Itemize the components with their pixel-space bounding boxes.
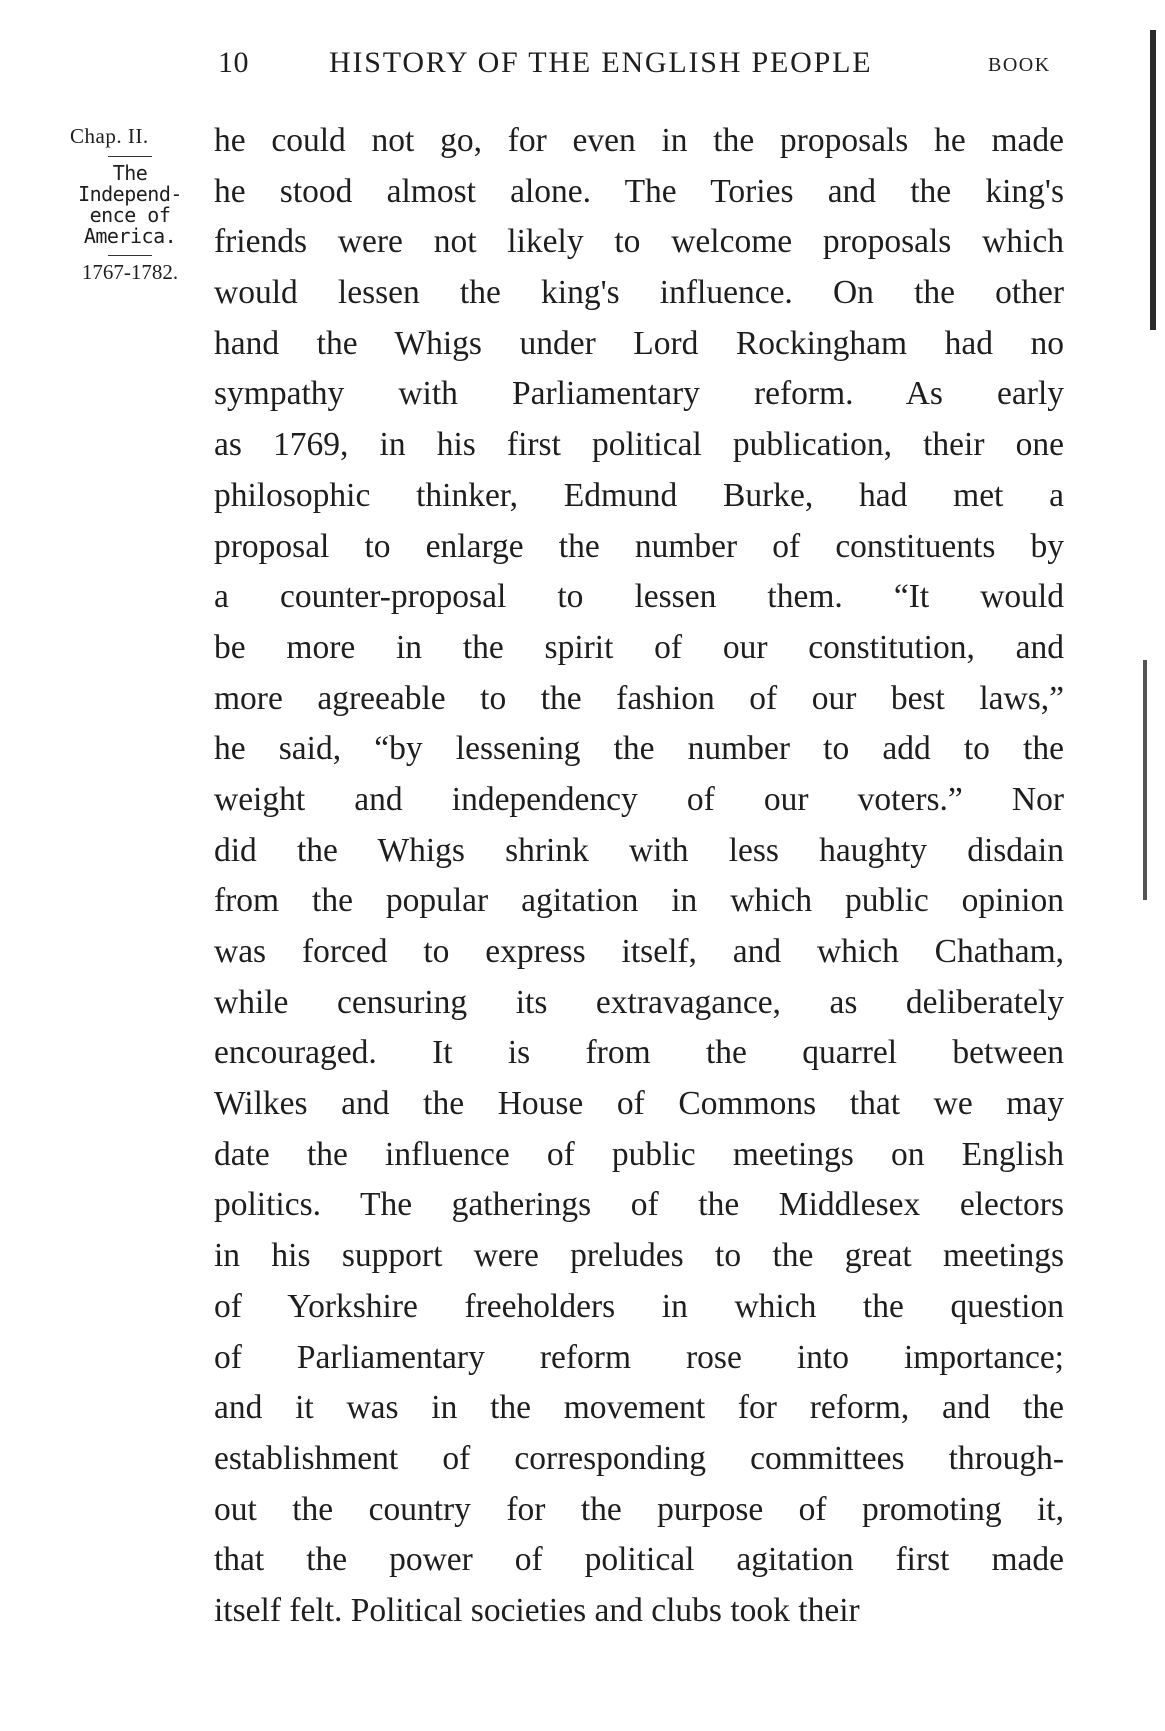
page-number: 10 xyxy=(218,46,249,79)
text-line: politics. The gatherings of the Middlesex electors xyxy=(214,1186,1064,1224)
text-line: was forced to express itself, and which Chatham, xyxy=(214,933,1064,970)
scan-edge-mark xyxy=(1150,30,1156,330)
text-line: he could not go, for even in the proposals he made xyxy=(214,122,1064,159)
text-line: did the Whigs shrink with less haughty disdain xyxy=(214,831,1064,869)
text-line: weight and independency of our voters.” Nor xyxy=(214,780,1064,818)
text-line: he said, “by lessening the number to add to the xyxy=(214,730,1064,768)
text-line: from the popular agitation in which public opinion xyxy=(214,882,1064,920)
text-line: sympathy with Parliamentary reform. As early xyxy=(214,375,1064,413)
book-label: BOOK xyxy=(988,54,1051,76)
text-line: while censuring its extravagance, as deliberately xyxy=(214,983,1064,1021)
margin-chapter: Chap. II. xyxy=(70,124,149,148)
text-line: that the power of political agitation first made xyxy=(214,1541,1064,1579)
text-line: proposal to enlarge the number of constituents by xyxy=(214,527,1064,565)
text-line: friends were not likely to welcome proposals which xyxy=(214,223,1064,261)
margin-notes xyxy=(60,126,200,282)
text-line: date the influence of public meetings on English xyxy=(214,1135,1064,1173)
scan-edge-mark xyxy=(1143,660,1147,900)
text-line: a counter-proposal to lessen them. “It would xyxy=(214,578,1064,616)
text-line: encouraged. It is from the quarrel between xyxy=(214,1034,1064,1072)
text-line: be more in the spirit of our constitution, and xyxy=(214,628,1064,666)
text-line: more agreeable to the fashion of our best laws,” xyxy=(214,679,1064,717)
running-header xyxy=(0,40,1165,90)
margin-divider xyxy=(108,156,152,157)
text-line: of Yorkshire freeholders in which the question xyxy=(214,1287,1064,1325)
text-line: he stood almost alone. The Tories and the king's xyxy=(214,172,1064,210)
text-line: of Parliamentary reform rose into importance; xyxy=(214,1338,1064,1376)
margin-dates: 1767-1782. xyxy=(81,260,179,284)
text-line: itself felt. Political societies and clubs took their xyxy=(214,1591,860,1629)
text-line: out the country for the purpose of promoting it, xyxy=(214,1490,1064,1528)
running-title: HISTORY OF THE ENGLISH PEOPLE xyxy=(329,46,873,79)
text-line: hand the Whigs under Lord Rockingham had no xyxy=(214,324,1064,362)
margin-divider xyxy=(108,255,152,256)
text-line: in his support were preludes to the great meetings xyxy=(214,1237,1064,1275)
text-line: and it was in the movement for reform, and the xyxy=(214,1389,1064,1427)
text-line: philosophic thinker, Edmund Burke, had met a xyxy=(214,476,1064,514)
margin-topic: The Independ- ence of America. xyxy=(78,161,182,248)
body-text xyxy=(214,116,1064,1637)
text-line: establishment of corresponding committees through- xyxy=(214,1439,1064,1477)
text-line: Wilkes and the House of Commons that we may xyxy=(214,1085,1064,1123)
text-line: as 1769, in his first political publication, their one xyxy=(214,426,1064,464)
text-line: would lessen the king's influence. On the other xyxy=(214,274,1064,312)
